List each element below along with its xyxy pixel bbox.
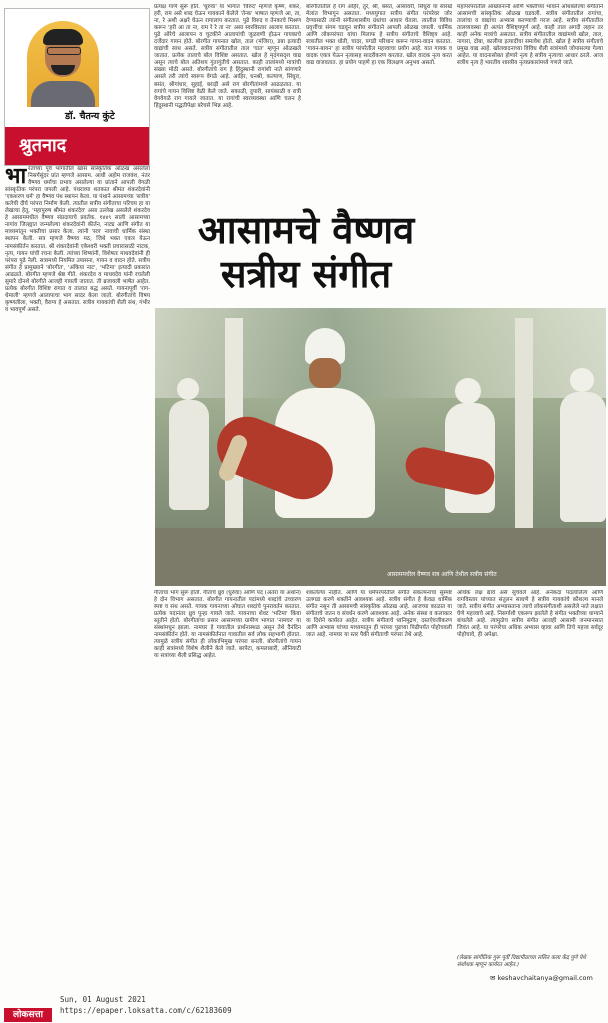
headline-line2: सत्रीय संगीत — [220, 252, 392, 296]
newspaper-logo: लोकसत्ता — [4, 1008, 52, 1022]
headline-line1: आसामचे वैष्णव — [197, 208, 415, 252]
column-banner — [5, 127, 149, 165]
column-7-text: अधिक लक्ष द्यावे असे सुचवले आहे. अनेकदा पदलालित्य आणि रागविस्तार यांच्यात संतुलन साधणे हे सत्रीय गायकांचे कौशल्य मानले जाते. सत्रीय संगीत अभ्यासताना त्याचे लोकसंगीताशी असलेले नाते लक्षात घेणे महत्त्वाचे आहे. निसर्गाशी एकरूप झालेले हे संगीत भक्तीच्या धाग्याने बांधलेले आहे. त्यामुळेच सत्रीय संगीत आजही आसामी जनमानसात जिवंत आहे. या परंपरेचा अधिक अभ्यास व्हावा आणि तिचे महत्त्व सर्वदूर पोहोचावे, ही अपेक्षा. — [457, 590, 603, 639]
column-3-text: बोरगीतांतील हे राग अहिर, तुर, श्री, बसंत, आसावरी, सिंधुरा या सारखे मेलांत विभागून असतात. मध्ययुगात सत्रीय संगीत परंपरेवर जोर देण्यासाठी त्यांनी संगीतशास्त्रीय ग्रंथांचा आधार घेतला. त्यातील विविध प्रवृत्तींचा संगम घडवून सत्रीय संगीताने आपली ओळख जपली. धार्मिक आणि लोकपरंपरा यांचा मिलाफ हे सत्रीय संगीताचे वैशिष्ट्य आहे. सत्रातील भक्त धोती, चादर, पगडी परिधान करून गायन-वादन करतात. 'गायन-बायन' हा सत्रीय परंपरेतील महत्त्वाचा प्रयोग आहे. यात गायक व वादक एकत्र येऊन नृत्यासह सादरीकरण करतात. खोल वादक नृत्य करत वाद्य वाजवतात. हा प्रयोग पाहणे हा एक विलक्षण अनुभव असतो. — [306, 4, 452, 67]
column-6-text: शकलेल्या नाहीत. आणि या धर्मपरंपरेतील संगीत संकल्पनांचा सुस्पष्ट उलगडा करणे शक्तीने आवश्यक आहे. सत्रीय संगीत हे केवळ धार्मिक संगीत नसून ती आसामची सांस्कृतिक ओळख आहे. आजच्या काळात या संगीताचे जतन व संवर्धन करणे आवश्यक आहे. अनेक संस्था व कलाकार या दिशेने कार्यरत आहेत. सत्रीय संगीताचे ध्वनिमुद्रण, दस्तऐवजीकरण आणि अभ्यास यांच्या माध्यमातून ही परंपरा पुढच्या पिढीपर्यंत पोहोचवली जात आहे. नामघर या स्तर पैकी संगीताची परंपरा तेथे आहे. — [306, 590, 452, 639]
article-column-6 — [306, 590, 452, 990]
author-email — [490, 974, 593, 982]
column-5-text: गीताचा भाग सुरू होतो. गीताचे ध्रुव (धुरुवा) आणि पद (अंतरा या अर्थाने) हे दोन विभाग असतात. बोरगीत गायनातील पदांमध्ये शब्दांचे उच्चारण स्पष्ट व संथ असते. गायक गायनाच्या ओघात शब्दांचे पुनरावर्तन करतात. प्रत्येक पदानंतर ध्रुव पुन्हा गायले जाते. गायनाचा शेवट 'भटिमा' किंवा स्तुतीने होतो. बोरगीतांचा प्रसार आसामच्या ग्रामीण भागात 'नामघर' या संस्थांमधून झाला. नामघर हे गावातील प्रार्थनास्थळ असून तेथे दैनंदिन नामसंकीर्तन होते. या नामसंकीर्तनात गावातील सर्व लोक सहभागी होतात. त्यामुळे सत्रीय संगीत ही लोकाभिमुख परंपरा बनली. बोरगीतांचे गायन काही सत्रांमध्ये विशेष शैलीने केले जाते. बरपेटा, कमलाबारी, औनियाटी या सत्रांच्या शैली प्रसिद्ध आहेत. — [154, 590, 301, 660]
footer-url[interactable]: https://epaper.loksatta.com/c/62183609 — [60, 1006, 232, 1015]
photo-caption: आसाममधील वैष्णव सत्र आणि तेथील सत्रीय संगीत — [387, 571, 497, 578]
article-column-5 — [154, 590, 301, 990]
drop-cap: भा — [5, 166, 27, 189]
article-column-4 — [457, 4, 603, 306]
author-box — [4, 8, 150, 166]
article-column-1 — [5, 166, 150, 992]
column-4-text: महापरंपरातील आख्यानांनी आणि भक्तीच्या भावाने ओथंबलेल्या संगीताने आसामची सांस्कृतिक ओळख घडवली. सत्रीय संगीतातील रागांचा, तालांचा व वाद्यांचा अभ्यास करण्याची गरज आहे. सत्रीय संगीतातील तालव्यवस्था ही अत्यंत वैशिष्ट्यपूर्ण आहे. काही ताल अगदी लहान तर काही अनेक मात्रांचे असतात. सत्रीय संगीतातील वाद्यांमध्ये खोल, ताल, नागारा, दोबा, कालीया इत्यादींचा समावेश होतो. खोल हे सत्रीय संगीताचे प्रमुख वाद्य आहे. खोलवादनाच्या विविध शैली सत्रांमध्ये जोपासल्या गेल्या आहेत. या वादनासोबत होणारे नृत्य हे सत्रीय नृत्याचा आधार ठरले. आज सत्रीय नृत्य हे भारतीय शास्त्रीय नृत्यप्रकारांमध्ये गणले जाते. — [457, 4, 603, 67]
epaper-footer — [0, 992, 608, 1023]
author-name: डॉ. चैतन्य कुंटे — [65, 111, 115, 122]
article-column-2 — [154, 4, 301, 202]
author-photo — [27, 21, 99, 107]
article-photo — [155, 308, 606, 586]
column-name: श्रुतनाद — [19, 135, 67, 156]
article-column-3 — [306, 4, 452, 306]
footer-date: Sun, 01 August 2021 — [60, 995, 146, 1004]
email-text: keshavchaitanya@gmail.com — [497, 974, 593, 982]
column-2-text: प्रत्यक्ष गाणे सुरू होते. 'धुरुवा' या भागात 'विरुद' म्हणजे कृष्ण, शंकर, हरी, राम असे शब्द घेऊन गायकाने केलेले 'तेन्क' भाषात म्हणजे आ, ता, ना, रे अशी अक्षरे घेऊन रागालाप करतात. पुढे विरुद व तेनकाचे मिश्रण करून 'हरी आ ता ना, राम रे रे ता ना' असा स्वरविस्तार आलाप करतात. पुढे ओरेचे आलापन व चुटकीने आलापांची जुळवणी होऊन गायकाचे दर्जेदार गायन होते. बोरगीत गायनात खोल, ताल (मंजिरा), डबा इत्यादी वाद्यांची साथ असते. सत्रीय संगीतातील ताल 'घात' म्हणून ओळखले जातात. प्रत्येक तालाचे बोल विशिष्ट असतात. खोल हे मृदंगसदृश वाद्य असून त्याचे बोल अतिशय गुंतागुंतीचे असतात. काही तालांमध्ये मात्रांची संख्या मोठी असते. बोरगीतांचे राग हे हिंदुस्थानी रागांशी नाते सांगणारे असले तरी त्यांचे स्वरूप वेगळे आहे. आहिर, धनश्री, कल्याण, सिंधुरा, बसंत, श्रीगांधार, सुहाई, बराड़ी असे राग बोरगीतांमध्ये आढळतात. या रागांचे गायन विशिष्ट वेळी केले जाते. सकाळी, दुपारी, सायंकाळी व रात्री वेगवेगळे राग गायले जातात. या रागांची स्वरव्यवस्था आणि चलन हे हिंदुस्थानी पद्धतीपेक्षा बरेचसे भिन्न आहे. — [154, 4, 301, 109]
article-column-7 — [457, 590, 603, 952]
byline-note: (लेखक सांगीतिक गुरू पूर्वी विद्यापीठाच्या ललित कला केंद्र पुणे येथे संशोधक म्हणून कार्यरत आहेत.) — [457, 955, 586, 968]
column-1-text: रताच्या पूर्व भागातील खास सांस्कृतिक ओळख असलेला निसर्गसुंदर प्रांत म्हणजे आसाम. आधी अहोम राजवंश, नंतर वैष्णव धर्माचा प्रभाव असलेल्या या प्रांताने आपली वेगळी सांस्कृतिक परंपरा जपली आहे. पंधराव्या शतकात श्रीमंत शंकरदेवांनी 'एकशरण धर्म' हा वैष्णव पंथ स्थापन केला. या पंथाने आसामच्या 'सत्रीय' कलेची दीर्घ परंपरा निर्माण केली. त्यातील सत्रीय संगीताचा परिचय हा या लेखाचा हेतू. 'महापुरुष श्रीमंत शंकरदेव' असा उल्लेख असलेले शंकरदेव हे आसाममधील वैष्णव संप्रदायाचे प्रवर्तक. १४४९ साली आसामच्या नागांव जिल्ह्यात जन्मलेल्या शंकरदेवांनी कीर्तन, नाट्य आणि संगीत या माध्यमांतून भक्तीचा प्रसार केला. त्यांनी 'सत्र' नावाची धार्मिक संस्था स्थापन केली. सत्र म्हणजे वैष्णव मठ, जिथे भक्त एकत्र येऊन नामसंकीर्तन करतात. श्री शंकरदेवांनी एकेश्वरी भक्ती प्रचारासाठी नाटक, नृत्य, गायन यांची रचना केली. त्यांच्या शिष्यांनी, विशेषतः माधवदेवांनी ही परंपरा पुढे नेली. सत्रामध्ये नियमित उपासना, गायन व वादन होते. सत्रीय संगीत हे प्रामुख्याने 'बोरगीत', 'अंकिया नाट', 'भटिमा' इत्यादी प्रकारांत आढळते. बोरगीत म्हणजे श्रेष्ठ गीते. शंकरदेव व माधवदेव यांनी रचलेली सुमारे दोनशे बोरगीते आजही गायली जातात. ती ब्रजावली भाषेत आहेत. प्रत्येक बोरगीत विशिष्ट रागात व तालात बद्ध असते. गायनापूर्वी 'राग-धेमाली' म्हणजे आलापाचा भाग सादर केला जातो. बोरगीतांचे विषय कृष्णलीला, भक्ती, वैराग्य हे असतात. सत्रीय गायकांची शैली संथ, गंभीर व भावपूर्ण असते. — [5, 166, 150, 313]
email-icon: ✉ — [490, 974, 498, 982]
